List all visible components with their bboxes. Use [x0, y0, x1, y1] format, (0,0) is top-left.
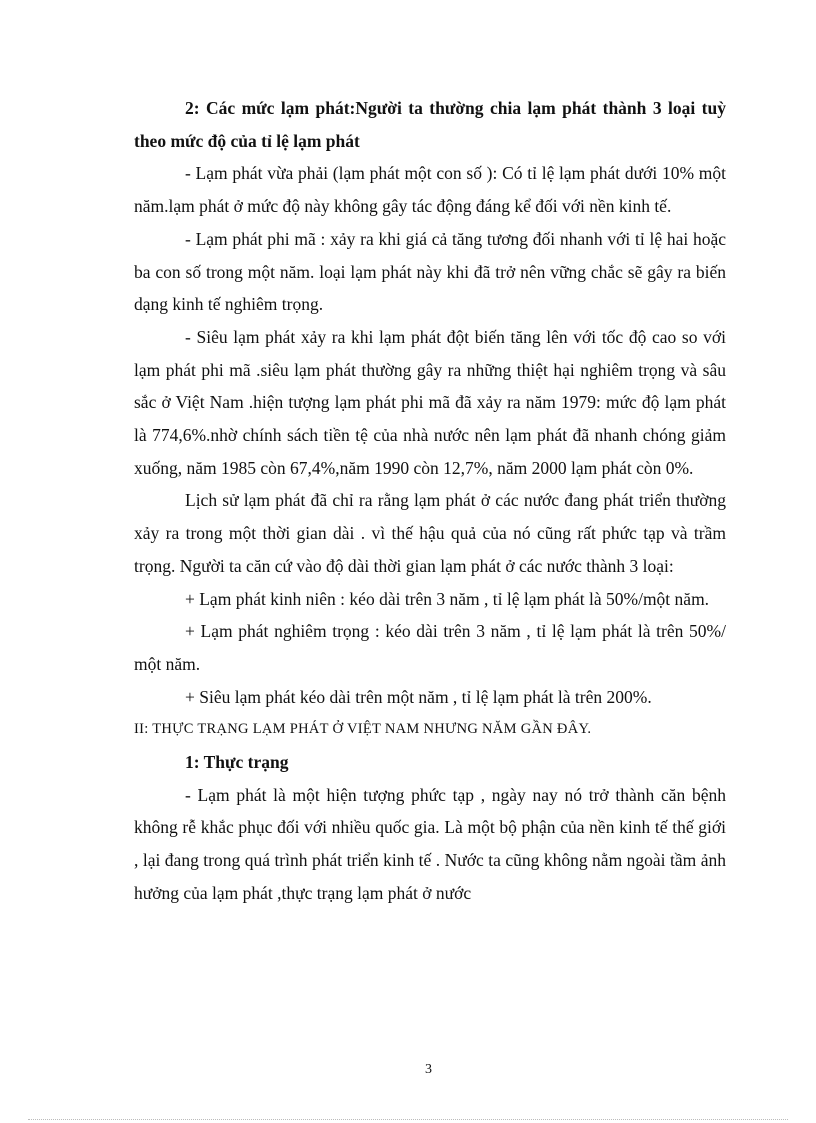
document-page [134, 92, 726, 910]
paragraph-inflation-history: Lịch sử lạm phát đã chỉ ra rằng lạm phát ở các nước đang phát triển thường xảy ra trong một thời gian dài . vì thế hậu quả của nó cũng rất phức tạp và trầm trọng. Người ta căn cứ vào độ dài thời gian lạm phát ở các nước thành 3 loại: [134, 490, 726, 576]
heading-inflation-levels: 2: Các mức lạm phát:Người ta thường chia lạm phát thành 3 loại tuỳ theo mức độ của tỉ lệ lạm phát [134, 98, 726, 151]
paragraph-galloping-inflation: - Lạm phát phi mã : xảy ra khi giá cả tăng tương đối nhanh với tỉ lệ hai hoặc ba con số trong một năm. loại lạm phát này khi đã trở nên vững chắc sẽ gây ra biến dạng kinh tế nghiêm trọng. [134, 228, 726, 315]
paragraph-super-inflation: + Siêu lạm phát kéo dài trên một năm , tỉ lệ lạm phát là trên 200%. [185, 686, 652, 707]
page-bottom-dotted-border [28, 1119, 788, 1120]
page-number: 3 [425, 1062, 432, 1077]
section-title: II: THỰC TRẠNG LẠM PHÁT Ở VIỆT NAM NHƯNG NĂM GẦN ĐÂY. [134, 721, 592, 738]
paragraph-moderate-inflation: - Lạm phát vừa phải (lạm phát một con số ): Có tỉ lệ lạm phát dưới 10% một năm.lạm phát ở mức độ này không gây tác động đáng kể đối với nền kinh tế. [134, 163, 726, 217]
paragraph-hyperinflation: - Siêu lạm phát xảy ra khi lạm phát đột biến tăng lên với tốc độ cao so với lạm phát phi mã .siêu lạm phát thường gây ra những thiệt hại nghiêm trọng và sâu sắc ở Việt Nam .hiện tượng lạm phát phi mã đã xảy ra năm 1979: mức độ lạm phát là 774,6%.nhờ chính sách tiền tệ của nhà nước nên lạm phát đã nhanh chóng giảm xuống, năm 1985 còn 67,4%,năm 1990 còn 12,7%, năm 2000 lạm phát còn 0%. [134, 326, 726, 478]
paragraph-chronic-inflation: + Lạm phát kinh niên : kéo dài trên 3 năm , tỉ lệ lạm phát là 50%/một năm. [185, 588, 710, 609]
paragraph-reality: - Lạm phát là một hiện tượng phức tạp , ngày nay nó trở thành căn bệnh không rễ khắc phục đối với nhiều quốc gia. Là một bộ phận của nền kinh tế thế giới , lại đang trong quá trình phát triển kinh tế . Nước ta cũng không nằm ngoài tầm ảnh hưởng của lạm phát ,thực trạng lạm phát ở nước [134, 784, 726, 903]
paragraph-severe-inflation: + Lạm phát nghiêm trọng : kéo dài trên 3 năm , tỉ lệ lạm phát là trên 50%/ một năm. [134, 621, 726, 674]
subheading-reality: 1: Thực trạng [185, 752, 289, 773]
